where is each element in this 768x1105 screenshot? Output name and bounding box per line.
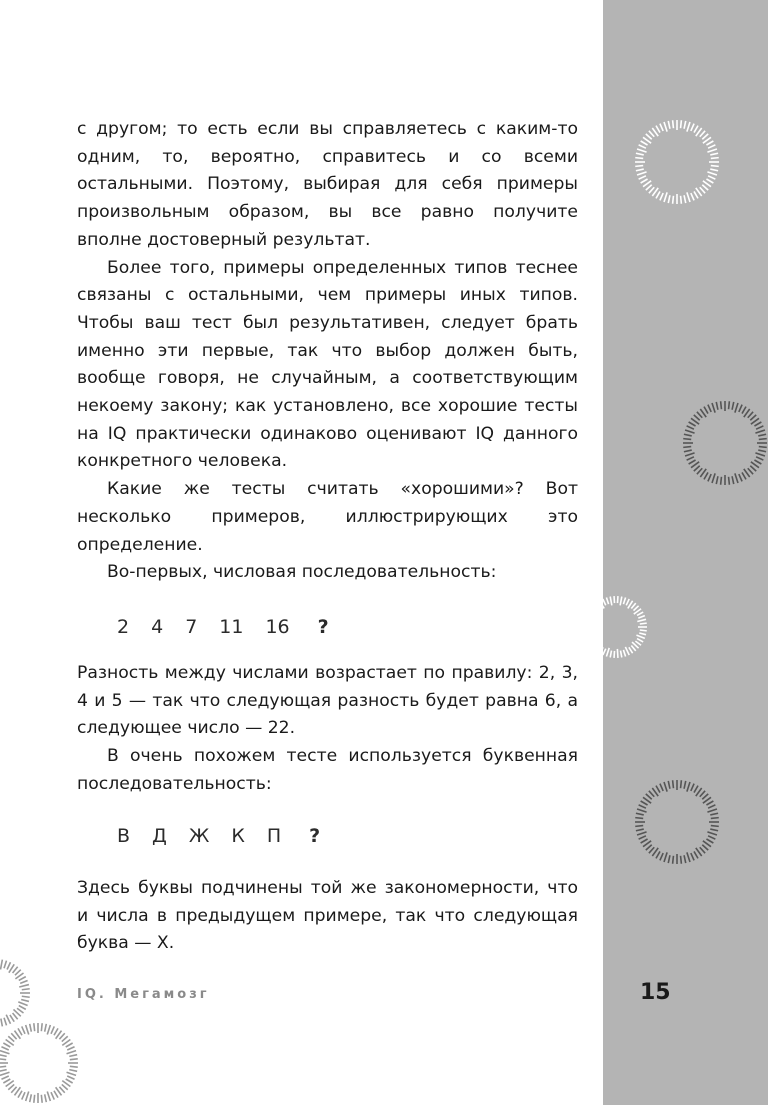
- ring-tick: [649, 131, 654, 137]
- ring-tick: [603, 599, 606, 605]
- ring-tick: [683, 439, 691, 440]
- ring-tick: [3, 1043, 10, 1047]
- ring-tick: [18, 1091, 22, 1098]
- ring-tick: [585, 630, 594, 631]
- ring-tick: [641, 141, 648, 145]
- ring-tick: [687, 852, 690, 862]
- ring-ornament-icon: [0, 1015, 85, 1105]
- ring-tick: [633, 606, 638, 611]
- ring-tick: [18, 1002, 27, 1006]
- sequence-item: Д: [152, 825, 167, 847]
- sequence-item: 7: [185, 616, 198, 638]
- ring-tick: [673, 780, 674, 788]
- ring-tick: [69, 1055, 77, 1057]
- ring-tick: [742, 407, 746, 414]
- sequence-item: Ж: [188, 825, 210, 847]
- ring-tick: [4, 961, 6, 969]
- ring-tick: [22, 996, 30, 997]
- ring-tick: [710, 169, 718, 171]
- ring-tick: [636, 169, 644, 171]
- ring-tick: [0, 960, 2, 970]
- ring-tick: [67, 1051, 77, 1054]
- ring-tick: [664, 852, 667, 862]
- ring-tick: [62, 1084, 68, 1089]
- ring-tick: [664, 782, 667, 792]
- ring-tick: [707, 809, 717, 812]
- ring-tick: [668, 121, 670, 129]
- ring-tick: [20, 980, 27, 983]
- ring-tick: [639, 836, 646, 839]
- ring-tick: [51, 1092, 54, 1099]
- ring-tick: [11, 1087, 16, 1093]
- page-number: 15: [640, 980, 671, 1005]
- ring-tick: [673, 856, 674, 864]
- ring-tick: [687, 192, 690, 202]
- ring-tick: [689, 460, 696, 464]
- ring-tick: [689, 422, 696, 426]
- ring-tick: [684, 450, 692, 452]
- ring-tick: [755, 453, 765, 456]
- ring-tick: [636, 813, 644, 815]
- ring-tick: [691, 124, 694, 131]
- ring-tick: [19, 1006, 26, 1010]
- ring-tick: [694, 851, 698, 858]
- ring-tick: [70, 1059, 78, 1060]
- ring-tick: [635, 641, 641, 645]
- ring-tick: [708, 474, 711, 481]
- ring-tick: [587, 616, 594, 619]
- paragraph: Разность между числами возрастает по правилу: 2, 3, 4 и 5 — так что следующая разность будет равна 6, а следующее число — 22.: [77, 663, 578, 739]
- ring-tick: [712, 473, 715, 483]
- ring-tick: [1, 1047, 8, 1050]
- question-mark: ?: [309, 825, 321, 847]
- ring-tick: [637, 619, 646, 621]
- ring-tick: [708, 145, 715, 148]
- ring-tick: [687, 457, 694, 460]
- ring-tick: [586, 633, 593, 635]
- ring-tick: [673, 196, 674, 204]
- ring-tick: [694, 786, 698, 793]
- ring-tick: [606, 598, 608, 605]
- ring-tick: [637, 149, 647, 152]
- paragraph: с другом; то есть если вы справляетесь с каким-то одним, то, вероятно, справитесь и со всеми остальными. Поэтому, выбирая для себя примеры произвольным образом, вы все равно получите вполне достоверный результат.: [77, 119, 578, 250]
- ring-tick: [694, 415, 700, 420]
- ring-tick: [668, 781, 670, 789]
- ring-tick: [712, 403, 715, 413]
- ring-tick: [66, 1043, 73, 1047]
- ring-tick: [0, 1055, 7, 1057]
- ring-tick: [708, 405, 711, 412]
- ring-tick: [748, 412, 753, 418]
- ring-tick: [700, 847, 705, 853]
- ring-tick: [710, 153, 718, 155]
- ring-tick: [702, 185, 708, 190]
- ring-tick: [587, 636, 594, 639]
- ring-tick: [708, 805, 715, 808]
- sequence-item: 4: [151, 616, 164, 638]
- ring-tick: [0, 1072, 9, 1075]
- sequence-item: П: [266, 825, 282, 847]
- ring-tick: [758, 434, 766, 436]
- ring-tick: [606, 648, 609, 657]
- ring-tick: [635, 158, 643, 159]
- ring-tick: [684, 855, 686, 863]
- sequence-item: 11: [219, 616, 244, 638]
- ring-tick: [750, 466, 756, 471]
- ring-tick: [22, 989, 30, 990]
- ring-tick: [732, 402, 734, 410]
- ring-tick: [70, 1066, 78, 1067]
- ring-tick: [649, 187, 654, 193]
- ring-tick: [681, 780, 682, 788]
- ring-tick: [21, 999, 29, 1001]
- ring-tick: [599, 647, 603, 653]
- ring-tick: [750, 415, 756, 420]
- ring-tick: [635, 818, 643, 819]
- ring-tick: [30, 1094, 32, 1102]
- ring-tick: [668, 855, 670, 863]
- ring-tick: [664, 192, 667, 202]
- ring-tick: [710, 829, 718, 831]
- ring-tick: [758, 450, 766, 452]
- sequence-item: В: [117, 825, 131, 847]
- ring-tick: [638, 616, 645, 619]
- ring-tick: [640, 630, 647, 631]
- ring-tick: [15, 970, 21, 975]
- ring-tick: [646, 794, 652, 799]
- ring-tick: [684, 195, 686, 203]
- ring-tick: [708, 836, 715, 839]
- ring-tick: [660, 784, 663, 791]
- sequence-item: 16: [265, 616, 290, 638]
- ring-tick: [656, 786, 660, 793]
- ring-tick: [707, 149, 717, 152]
- ring-tick: [684, 121, 686, 129]
- running-footer-title: IQ. Мегамозг: [77, 987, 210, 1002]
- ring-tick: [591, 641, 597, 645]
- ring-tick: [0, 1066, 6, 1067]
- ring-tick: [710, 813, 718, 815]
- ring-tick: [0, 1051, 9, 1054]
- ring-tick: [585, 623, 592, 624]
- ring-tick: [700, 791, 705, 797]
- ring-tick: [660, 853, 663, 860]
- ring-tick: [8, 1084, 14, 1089]
- ring-tick: [59, 1087, 64, 1093]
- ring-tick: [620, 597, 622, 606]
- ring-tick: [687, 122, 690, 132]
- ring-tick: [649, 847, 654, 853]
- ring-tick: [646, 845, 652, 850]
- ring-tick: [629, 647, 633, 653]
- ring-tick: [702, 845, 708, 850]
- ring-tick: [637, 832, 647, 835]
- ring-tick: [45, 1024, 47, 1032]
- ring-tick: [700, 187, 705, 193]
- ring-tick: [22, 1026, 25, 1033]
- ring-tick: [603, 649, 606, 655]
- paragraph: Здесь буквы подчинены той же закономерности, что и числа в предыдущем примере, так что следующая буква — Х.: [77, 878, 578, 954]
- ring-tick: [656, 851, 660, 858]
- ring-tick: [637, 612, 643, 615]
- ring-tick: [593, 643, 598, 648]
- ring-tick: [45, 1094, 47, 1102]
- ring-ornament-icon: [590, 587, 670, 667]
- ring-tick: [641, 179, 648, 183]
- question-mark: ?: [317, 616, 329, 638]
- paragraph: В очень похожем тесте используется буквенная последовательность:: [77, 746, 578, 794]
- ring-tick: [646, 185, 652, 190]
- ring-tick: [748, 468, 753, 474]
- ring-tick: [59, 1033, 64, 1039]
- sequence-item: 2: [117, 616, 130, 638]
- ring-tick: [706, 179, 713, 183]
- ring-tick: [639, 176, 646, 179]
- ring-tick: [660, 124, 663, 131]
- ring-tick: [26, 1092, 29, 1102]
- ring-tick: [631, 603, 635, 608]
- ring-tick: [684, 434, 692, 436]
- ring-tick: [67, 1047, 74, 1050]
- sequence-item: К: [231, 825, 245, 847]
- ring-tick: [636, 829, 644, 831]
- ring-tick: [67, 1072, 77, 1075]
- ring-tick: [660, 193, 663, 200]
- ring-tick: [668, 195, 670, 203]
- ring-tick: [706, 839, 713, 843]
- ring-tick: [694, 126, 698, 133]
- ring-tick: [649, 791, 654, 797]
- body-text-top: [77, 116, 578, 587]
- ring-tick: [610, 597, 612, 606]
- ring-ornament-icon: [678, 396, 768, 491]
- paragraph: Какие же тесты считать «хорошими»? Вот несколько примеров, иллюстрирующих это определение.: [77, 479, 578, 555]
- ring-tick: [47, 1092, 50, 1102]
- ring-tick: [635, 826, 643, 827]
- ring-tick: [54, 1091, 58, 1098]
- ring-tick: [7, 962, 10, 969]
- ring-tick: [593, 606, 598, 611]
- ring-tick: [636, 153, 644, 155]
- ring-tick: [716, 402, 718, 410]
- ring-tick: [641, 801, 648, 805]
- ring-tick: [51, 1026, 54, 1033]
- ring-tick: [623, 650, 625, 657]
- ring-tick: [700, 131, 705, 137]
- ring-tick: [684, 781, 686, 789]
- ring-tick: [54, 1028, 58, 1035]
- number-sequence: [117, 616, 329, 638]
- ring-tick: [26, 1025, 29, 1035]
- ring-tick: [639, 633, 646, 635]
- ring-tick: [739, 474, 742, 481]
- ring-tick: [739, 405, 742, 412]
- ring-tick: [702, 134, 708, 139]
- ring-tick: [683, 447, 691, 448]
- ring-tick: [704, 472, 708, 479]
- ring-tick: [66, 1079, 73, 1083]
- letter-sequence: [117, 825, 320, 847]
- ring-tick: [729, 477, 730, 485]
- ring-tick: [67, 1076, 74, 1079]
- ring-tick: [22, 1092, 25, 1099]
- ring-tick: [646, 134, 652, 139]
- ring-tick: [636, 635, 644, 638]
- ring-tick: [694, 191, 698, 198]
- ring-tick: [620, 651, 621, 658]
- ring-tick: [34, 1095, 35, 1103]
- ring-ornament-icon: [630, 115, 725, 210]
- ring-tick: [687, 782, 690, 792]
- ring-tick: [706, 801, 713, 805]
- ring-tick: [681, 856, 682, 864]
- ring-tick: [681, 120, 682, 128]
- ring-tick: [13, 967, 18, 973]
- ring-tick: [589, 612, 595, 615]
- ring-ornament-icon: [630, 775, 725, 870]
- ring-tick: [704, 407, 708, 414]
- ring-tick: [34, 1023, 35, 1031]
- ring-tick: [681, 196, 682, 204]
- ring-tick: [711, 826, 719, 827]
- ring-tick: [69, 1070, 77, 1072]
- ring-tick: [8, 1036, 14, 1041]
- ring-tick: [631, 645, 635, 650]
- ring-tick: [623, 598, 625, 605]
- ring-tick: [656, 191, 660, 198]
- ring-tick: [732, 476, 734, 484]
- ring-tick: [664, 122, 667, 132]
- ring-tick: [754, 460, 761, 464]
- ring-tick: [637, 809, 647, 812]
- ring-tick: [708, 176, 715, 179]
- ring-tick: [697, 468, 702, 474]
- ring-tick: [702, 794, 708, 799]
- ring-tick: [62, 1036, 68, 1041]
- ring-tick: [756, 457, 763, 460]
- ring-tick: [0, 1059, 6, 1060]
- ring-tick: [596, 603, 600, 608]
- ring-tick: [641, 839, 648, 843]
- ring-tick: [697, 412, 702, 418]
- ring-tick: [711, 818, 719, 819]
- ring-tick: [735, 473, 738, 483]
- ring-tick: [41, 1023, 42, 1031]
- ring-tick: [759, 439, 767, 440]
- ring-tick: [3, 1079, 10, 1083]
- paragraph: Более того, примеры определенных типов теснее связаны с остальными, чем примеры иных типов. Чтобы ваш тест был результативен, следует брать именно эти первые, так что выбор должен быть, вообще говоря, не случайным, а соответствующим некоему закону; как установлено, все хорошие тесты на IQ практически одинаково оценивают IQ данного конкретного человека.: [77, 257, 578, 472]
- ring-tick: [19, 977, 26, 981]
- ring-tick: [19, 985, 29, 987]
- ring-tick: [721, 401, 722, 409]
- ring-tick: [756, 426, 763, 429]
- ring-tick: [691, 853, 694, 860]
- ring-tick: [707, 832, 717, 835]
- ring-tick: [11, 1033, 16, 1039]
- paragraph: Во-первых, числовая последовательность:: [107, 562, 497, 583]
- ring-tick: [41, 1095, 42, 1103]
- ring-tick: [742, 472, 746, 479]
- ring-tick: [711, 158, 719, 159]
- ring-tick: [691, 193, 694, 200]
- ring-tick: [1, 1076, 8, 1079]
- ring-tick: [716, 476, 718, 484]
- ring-tick: [691, 784, 694, 791]
- ring-tick: [637, 639, 643, 642]
- ring-tick: [47, 1025, 50, 1035]
- ring-tick: [685, 430, 695, 433]
- ring-tick: [17, 1008, 23, 1013]
- ring-tick: [711, 166, 719, 167]
- ring-tick: [640, 623, 647, 624]
- ring-tick: [639, 805, 646, 808]
- ring-tick: [617, 649, 618, 658]
- ring-tick: [735, 403, 738, 413]
- ring-tick: [637, 172, 647, 175]
- ring-tick: [721, 477, 722, 485]
- ring-tick: [18, 1028, 22, 1035]
- ring-tick: [694, 466, 700, 471]
- ring-tick: [707, 172, 717, 175]
- ring-tick: [635, 166, 643, 167]
- ring-tick: [656, 126, 660, 133]
- ring-tick: [626, 599, 629, 605]
- ring-tick: [754, 422, 761, 426]
- ring-tick: [706, 141, 713, 145]
- ring-tick: [687, 426, 694, 429]
- ring-tick: [759, 447, 767, 448]
- ring-tick: [729, 401, 730, 409]
- ring-tick: [586, 619, 595, 621]
- ring-tick: [673, 120, 674, 128]
- ring-tick: [639, 145, 646, 148]
- body-text-bottom: [77, 875, 578, 958]
- ring-tick: [755, 430, 765, 433]
- ring-tick: [685, 453, 695, 456]
- ring-tick: [30, 1024, 32, 1032]
- ring-tick: [610, 651, 611, 658]
- ring-tick: [0, 1070, 7, 1072]
- body-text-middle: [77, 660, 578, 799]
